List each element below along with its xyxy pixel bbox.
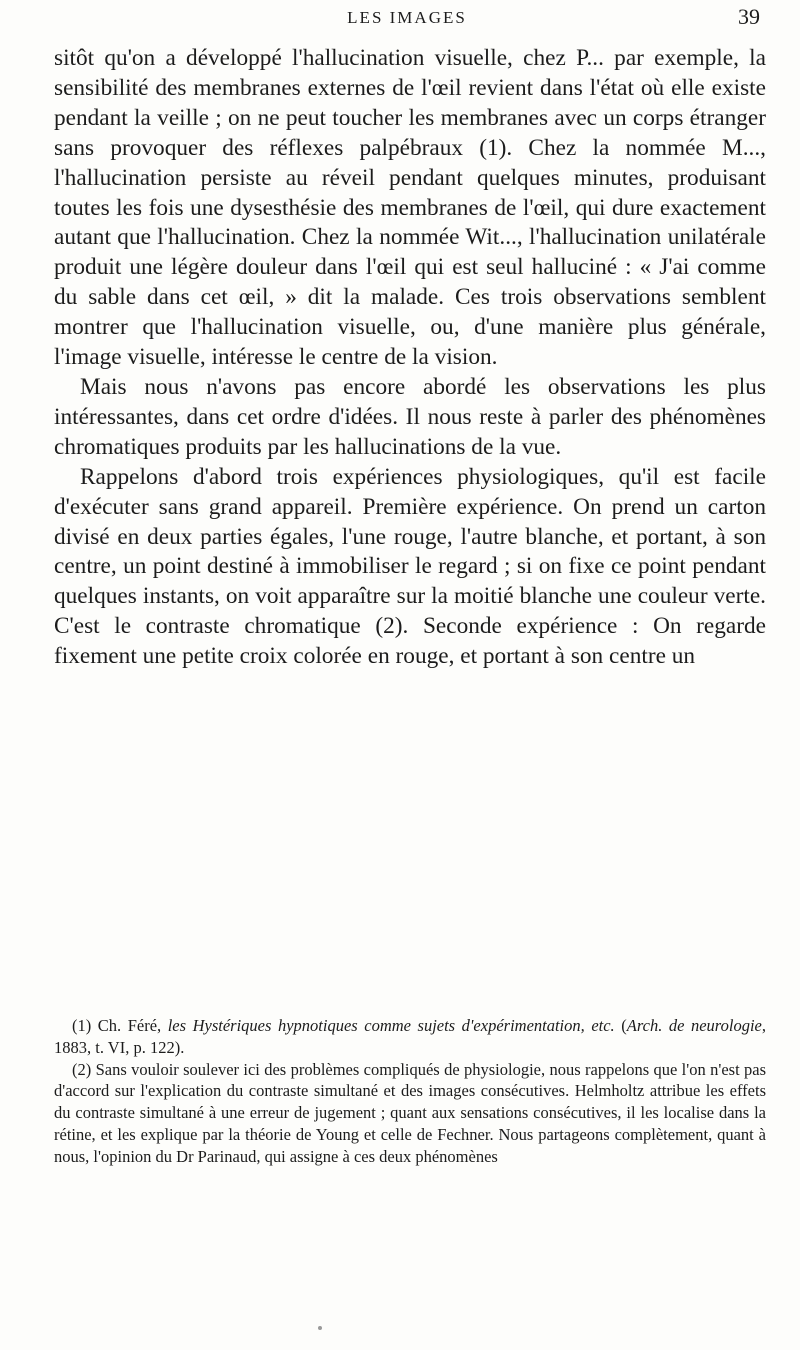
footnote-2: (2) Sans vouloir soulever ici des problèmes compliqués de physiologie, nous rappelons que l'on n'est pas d'accord sur l'explication du contraste simultané et des images consécutives. Helmholtz attribue les effets du contraste simultané à une erreur de jugement ; quant aux sensations consécutives, il les localise dans la rétine, et les explique par la théorie de Young et celle de Fechner. Nous partageons complètement, quant à nous, l'opinion du Dr Parinaud, qui assigne à ces deux phénomènes <box>54 1059 766 1166</box>
footnote-1-journal: Arch. de neurologie <box>626 1016 762 1035</box>
body-text <box>54 44 766 672</box>
paragraph: sitôt qu'on a développé l'hallucination visuelle, chez P... par exemple, la sensibilité des membranes externes de l'œil revient dans l'état où elle existe pendant la veille ; on ne peut toucher les membranes avec un corps étranger sans provoquer des réflexes palpébraux (1). Chez la nommée M..., l'hallucination persiste au réveil pendant quelques minutes, produisant toutes les fois une dysesthésie des membranes de l'œil, qui dure exactement autant que l'hallucination. Chez la nommée Wit..., l'hallucination unilatérale produit une légère douleur dans l'œil qui est seul halluciné : « J'ai comme du sable dans cet œil, » dit la malade. Ces trois observations semblent montrer que l'hallucination visuelle, ou, d'une manière plus générale, l'image visuelle, intéresse le centre de la vision. <box>54 45 766 371</box>
footnote-1 <box>54 1015 766 1059</box>
ink-speck <box>318 1326 322 1330</box>
footnote-1-title: les Hystériques hypnotiques comme sujets d'expérimentation, etc. <box>167 1016 615 1035</box>
paragraph: Mais nous n'avons pas encore abordé les observations les plus intéressantes, dans cet ordre d'idées. Il nous reste à parler des phénomènes chromatiques produits par les hallucinations de la vue. <box>54 373 766 460</box>
running-head <box>54 4 760 32</box>
page-number: 39 <box>738 4 760 29</box>
footnotes <box>54 1015 766 1168</box>
footnote-1-lead: (1) Ch. Féré, <box>72 1016 168 1035</box>
footnote-1-mid: ( <box>614 1016 627 1035</box>
footnote-1-end: , 1883, t. VI, p. 122). <box>54 1016 766 1057</box>
paragraph: Rappelons d'abord trois expériences physiologiques, qu'il est facile d'exécuter sans grand appareil. Première expérience. On prend un carton divisé en deux parties égales, l'une rouge, l'autre blanche, et portant, à son centre, un point destiné à immobiliser le regard ; si on fixe ce point pendant quelques instants, on voit apparaître sur la moitié blanche une couleur verte. C'est le contraste chromatique (2). Seconde expérience : On regarde fixement une petite croix colorée en rouge, et portant à son centre un <box>54 463 766 670</box>
running-title: LES IMAGES <box>347 8 467 27</box>
